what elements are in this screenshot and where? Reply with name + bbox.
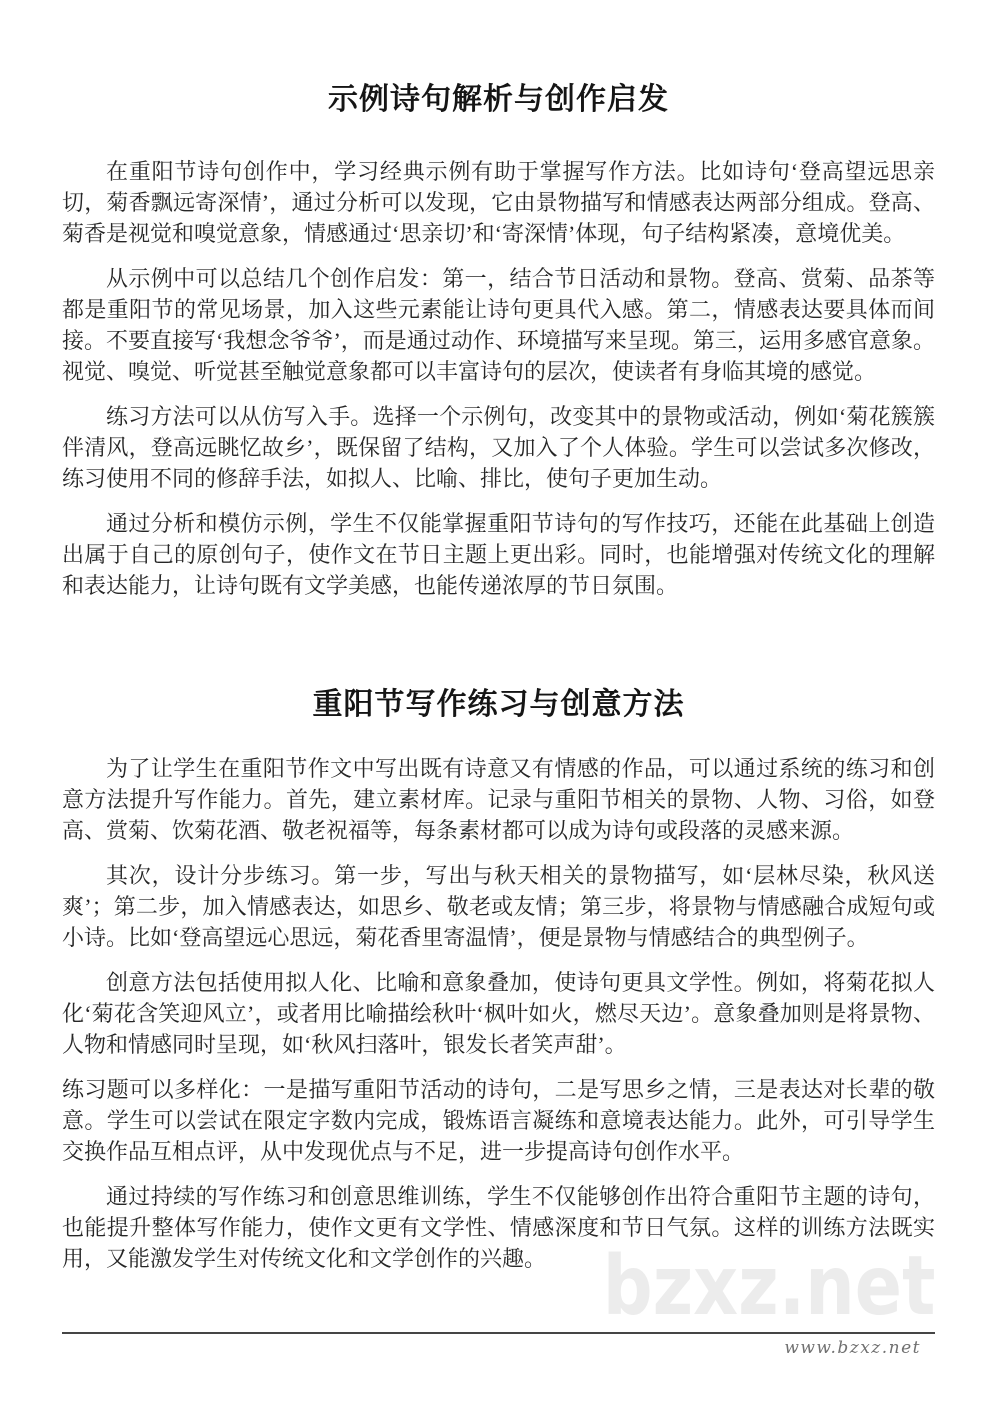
paragraph: 在重阳节诗句创作中，学习经典示例有助于掌握写作方法。比如诗句‘登高望远思亲切，菊香飘远寄深情’，通过分析可以发现，它由景物描写和情感表达两部分组成。登高、菊香是视觉和嗅觉意象，情感通过‘思亲切’和‘寄深情’体现，句子结构紧凑，意境优美。: [62, 159, 935, 246]
section-title: 重阳节写作练习与创意方法: [312, 688, 685, 721]
footer-divider: [62, 1332, 935, 1334]
paragraph: 为了让学生在重阳节作文中写出既有诗意又有情感的作品，可以通过系统的练习和创意方法提升写作能力。首先，建立素材库。记录与重阳节相关的景物、人物、习俗，如登高、赏菊、饮菊花酒、敬老祝福等，每条素材都可以成为诗句或段落的灵感来源。: [62, 756, 935, 843]
paragraph: 创意方法包括使用拟人化、比喻和意象叠加，使诗句更具文学性。例如，将菊花拟人化‘菊花含笑迎风立’，或者用比喻描绘秋叶‘枫叶如火，燃尽天边’。意象叠加则是将景物、人物和情感同时呈现，如‘秋风扫落叶，银发长者笑声甜’。: [62, 970, 935, 1057]
footer-url: www.bzxz.net: [784, 1338, 921, 1358]
paragraph: 练习题可以多样化：一是描写重阳节活动的诗句，二是写思乡之情，三是表达对长辈的敬意。学生可以尝试在限定字数内完成，锻炼语言凝练和意境表达能力。此外，可引导学生交换作品互相点评，从中发现优点与不足，进一步提高诗句创作水平。: [62, 1077, 935, 1164]
section-title: 示例诗句解析与创作启发: [328, 83, 669, 116]
paragraph: 练习方法可以从仿写入手。选择一个示例句，改变其中的景物或活动，例如‘菊花簇簇伴清风，登高远眺忆故乡’，既保留了结构，又加入了个人体验。学生可以尝试多次修改，练习使用不同的修辞手法，如拟人、比喻、排比，使句子更加生动。: [62, 404, 935, 491]
paragraph: 其次，设计分步练习。第一步，写出与秋天相关的景物描写，如‘层林尽染，秋风送爽’；第二步，加入情感表达，如思乡、敬老或友情；第三步，将景物与情感融合成短句或小诗。比如‘登高望远心思远，菊花香里寄温情’，便是景物与情感结合的典型例子。: [62, 863, 935, 950]
paragraph: 从示例中可以总结几个创作启发：第一，结合节日活动和景物。登高、赏菊、品茶等都是重阳节的常见场景，加入这些元素能让诗句更具代入感。第二，情感表达要具体而间接。不要直接写‘我想念爷爷’，而是通过动作、环境描写来呈现。第三，运用多感官意象。视觉、嗅觉、听觉甚至触觉意象都可以丰富诗句的层次，使读者有身临其境的感觉。: [62, 266, 935, 384]
paragraph: 通过分析和模仿示例，学生不仅能掌握重阳节诗句的写作技巧，还能在此基础上创造出属于自己的原创句子，使作文在节日主题上更出彩。同时，也能增强对传统文化的理解和表达能力，让诗句既有文学美感，也能传递浓厚的节日氛围。: [62, 511, 935, 598]
watermark-text: bzxz.net: [602, 1239, 935, 1334]
paragraph: 通过持续的写作练习和创意思维训练，学生不仅能够创作出符合重阳节主题的诗句，也能提升整体写作能力，使作文更有文学性、情感深度和节日气氛。这样的训练方法既实用，又能激发学生对传统文化和文学创作的兴趣。: [62, 1184, 935, 1271]
